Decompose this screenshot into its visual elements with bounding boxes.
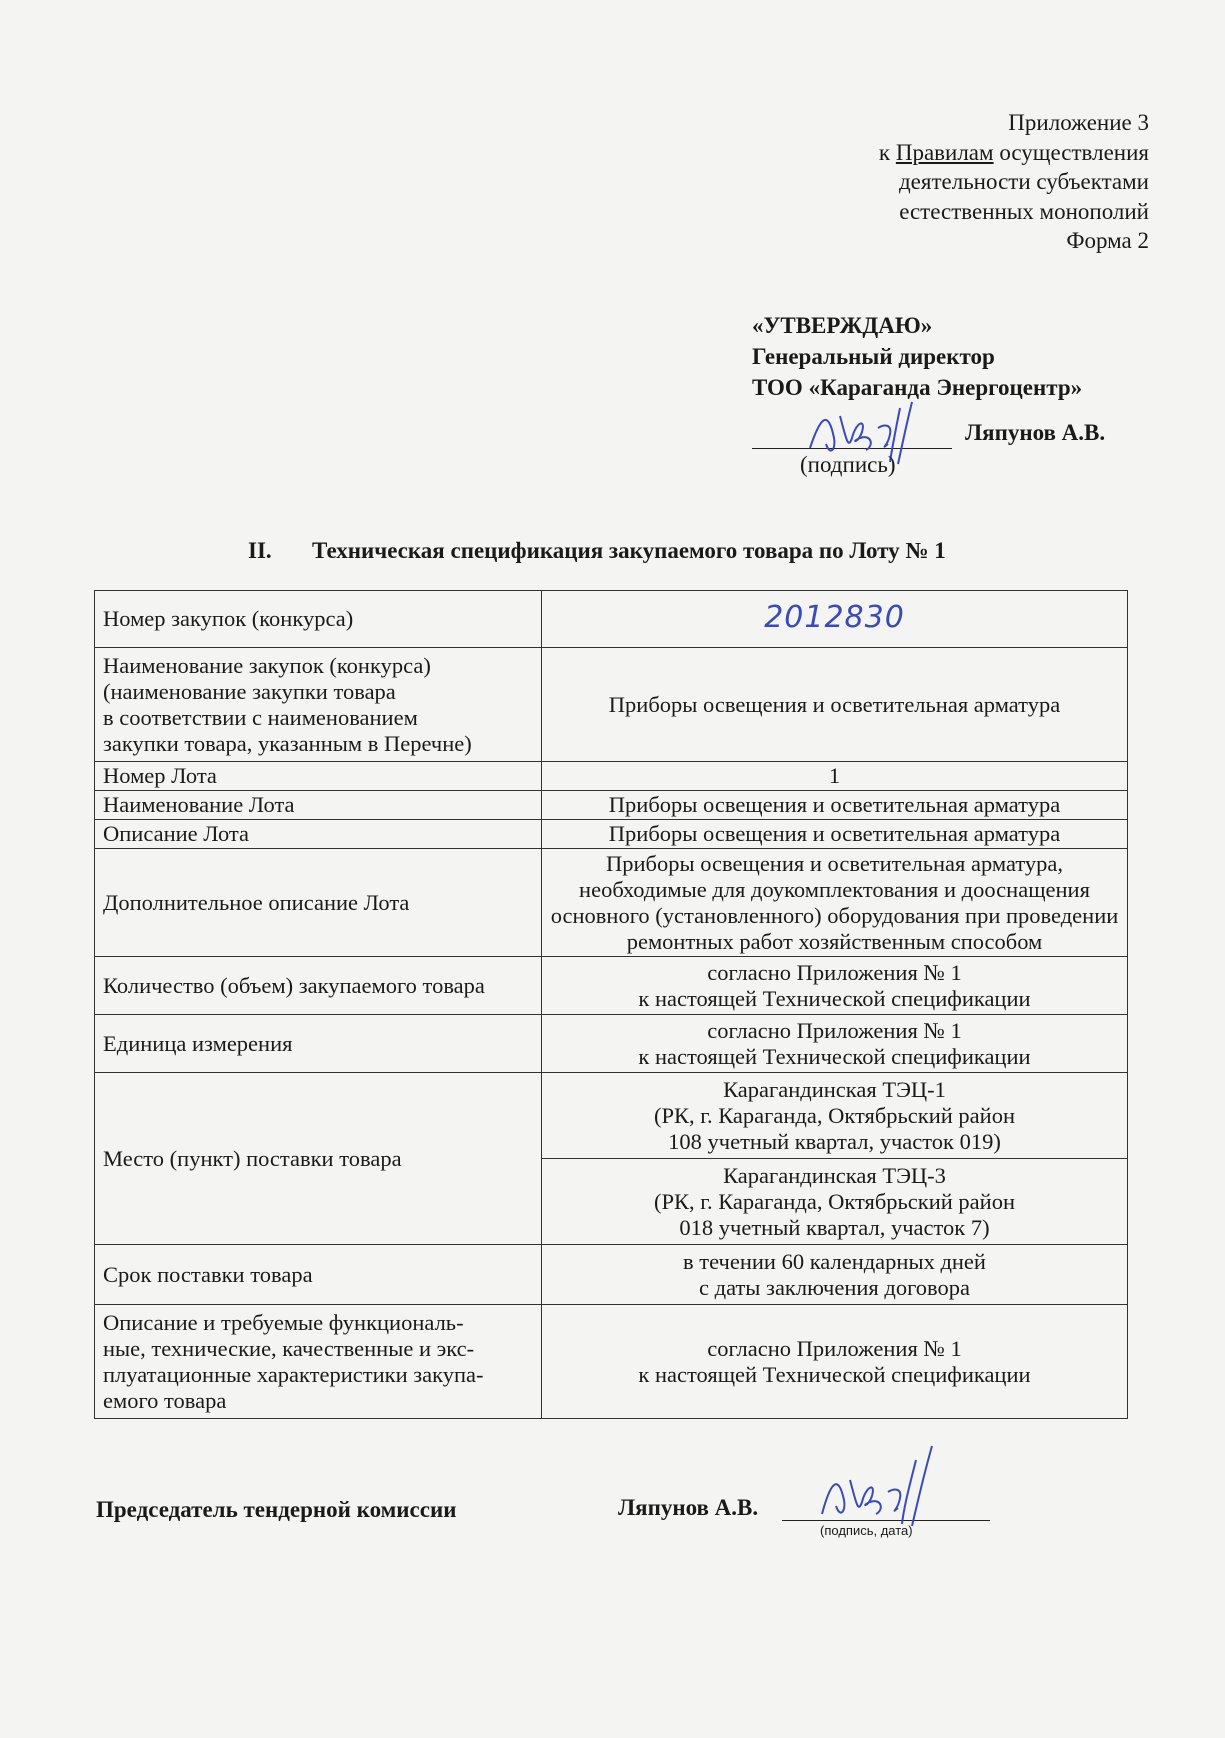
procurement-name-label-line: закупки товара, указанным в Перечне) (103, 730, 472, 756)
chairman-label: Председатель тендерной комиссии (96, 1497, 457, 1522)
chairman-signature-caption: (подпись, дата) (820, 1523, 913, 1538)
delivery-place-1 (542, 1073, 1128, 1159)
approval-block (752, 310, 1082, 403)
delivery-place-2-line: 018 учетный квартал, участок 7) (679, 1214, 990, 1240)
approver-position: Генеральный директор (752, 344, 995, 369)
lot-description-label: Описание Лота (95, 820, 542, 849)
characteristics-value-line: согласно Приложения № 1 (707, 1335, 962, 1361)
characteristics-value-line: к настоящей Технической спецификации (638, 1361, 1031, 1387)
approval-signer-name: Ляпунов А.В. (965, 420, 1106, 445)
table-row (95, 791, 1128, 820)
table-row (95, 591, 1128, 648)
quantity-value (542, 957, 1128, 1015)
lot-description-value: Приборы освещения и осветительная арматура (542, 820, 1128, 849)
delivery-term-line: с даты заключения договора (699, 1274, 970, 1300)
delivery-term-label: Срок поставки товара (95, 1245, 542, 1305)
appendix-header (879, 108, 1149, 256)
procurement-number-value (542, 591, 1128, 648)
delivery-place-2-line: (РК, г. Караганда, Октябрьский район (654, 1188, 1015, 1214)
quantity-value-line: к настоящей Технической спецификации (638, 985, 1031, 1011)
delivery-place-label: Место (пункт) поставки товара (95, 1073, 542, 1245)
procurement-name-value: Приборы освещения и осветительная арматура (542, 648, 1128, 762)
appendix-line-4: естественных монополий (899, 198, 1149, 224)
procurement-number-label: Номер закупок (конкурса) (95, 591, 542, 648)
table-row (95, 648, 1128, 762)
procurement-number-handwritten: 2012830 (764, 600, 905, 635)
quantity-label: Количество (объем) закупаемого товара (95, 957, 542, 1015)
unit-value (542, 1015, 1128, 1073)
additional-description-line: необходимые для доукомплектования и дооснащения (579, 876, 1090, 902)
characteristics-label-line: Описание и требуемые функциональ- (103, 1309, 464, 1335)
table-row (95, 1015, 1128, 1073)
table-row (95, 820, 1128, 849)
chairman-name: Ляпунов А.В. (618, 1495, 759, 1520)
delivery-place-2-line: Карагандинская ТЭЦ-3 (723, 1162, 946, 1188)
section-title (248, 538, 946, 564)
additional-description-value (542, 849, 1128, 957)
lot-name-value: Приборы освещения и осветительная арматура (542, 791, 1128, 820)
section-number: II. (248, 538, 272, 563)
chairman-signature-icon (812, 1440, 962, 1530)
procurement-name-label-line: (наименование закупки товара (103, 678, 396, 704)
characteristics-label-line: ные, технические, качественные и экс- (103, 1335, 475, 1361)
delivery-term-line: в течении 60 календарных дней (683, 1248, 986, 1274)
delivery-place-1-line: (РК, г. Караганда, Октябрьский район (654, 1102, 1015, 1128)
characteristics-value (542, 1305, 1128, 1419)
appendix-line-2-prefix: к (878, 139, 896, 165)
delivery-term-value (542, 1245, 1128, 1305)
table-row (95, 1245, 1128, 1305)
procurement-name-label-line: Наименование закупок (конкурса) (103, 652, 431, 678)
appendix-line-2 (879, 138, 1149, 168)
delivery-place-1-line: 108 учетный квартал, участок 019) (668, 1128, 1001, 1154)
additional-description-line: ремонтных работ хозяйственным способом (626, 928, 1043, 954)
table-row (95, 762, 1128, 791)
form-number: Форма 2 (1066, 228, 1149, 253)
table-row (95, 957, 1128, 1015)
approver-company: ТОО «Караганда Энергоцентр» (752, 375, 1083, 400)
additional-description-label: Дополнительное описание Лота (95, 849, 542, 957)
quantity-value-line: согласно Приложения № 1 (707, 959, 962, 985)
lot-number-value: 1 (542, 762, 1128, 791)
section-title-text: Техническая спецификация закупаемого товара по Лоту № 1 (312, 538, 946, 563)
lot-number-label: Номер Лота (95, 762, 542, 791)
additional-description-line: Приборы освещения и осветительная арматура, (605, 850, 1064, 876)
procurement-name-label-line: в соответствии с наименованием (103, 704, 418, 730)
characteristics-label (95, 1305, 542, 1419)
delivery-place-1-line: Карагандинская ТЭЦ-1 (723, 1076, 946, 1102)
approval-signature-caption: (подпись) (800, 452, 896, 477)
table-row (95, 1073, 1128, 1159)
additional-description-line: основного (установленного) оборудования при проведении (550, 902, 1119, 928)
appendix-line-3: деятельности субъектами (898, 169, 1149, 194)
characteristics-label-line: плуатационные характеристики закупа- (103, 1361, 484, 1387)
table-row (95, 1305, 1128, 1419)
rules-link[interactable]: Правилам (895, 139, 994, 165)
table-row (95, 849, 1128, 957)
approval-heading: «УТВЕРЖДАЮ» (752, 313, 933, 338)
delivery-place-2 (542, 1159, 1128, 1245)
unit-value-line: к настоящей Технической спецификации (638, 1043, 1031, 1069)
procurement-name-label (95, 648, 542, 762)
spec-table (94, 590, 1128, 1419)
unit-label: Единица измерения (95, 1015, 542, 1073)
appendix-line-2-suffix: осуществления (993, 139, 1149, 165)
characteristics-label-line: емого товара (103, 1387, 227, 1413)
unit-value-line: согласно Приложения № 1 (707, 1017, 962, 1043)
appendix-line-1: Приложение 3 (1008, 110, 1149, 135)
lot-name-label: Наименование Лота (95, 791, 542, 820)
